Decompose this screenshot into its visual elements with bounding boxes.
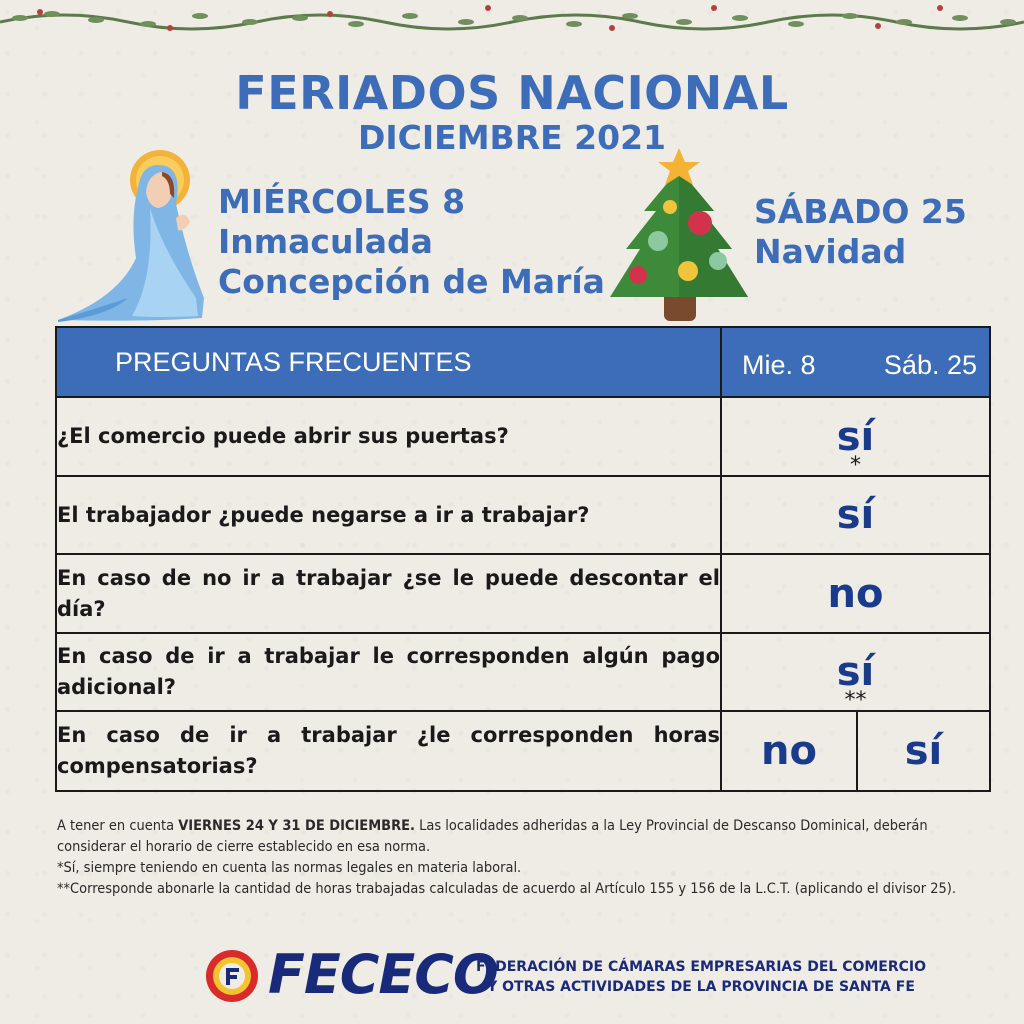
holiday-date: MIÉRCOLES 8 xyxy=(218,182,466,221)
footnote-mark: * xyxy=(850,453,861,478)
garland-decoration xyxy=(0,0,1024,48)
answer-value: sí xyxy=(836,649,875,695)
holiday-date: SÁBADO 25 xyxy=(754,192,967,231)
answer-value: sí xyxy=(836,413,875,460)
page-subtitle: DICIEMBRE 2021 xyxy=(358,118,666,157)
holiday-name: Concepción de María xyxy=(218,262,605,301)
question-cell: ¿El comercio puede abrir sus puertas? xyxy=(56,397,721,476)
answer-value: sí xyxy=(904,728,943,774)
table-row xyxy=(56,554,990,633)
question-cell: En caso de ir a trabajar le corresponden algún pago adicional? xyxy=(56,633,721,711)
answer-value: no xyxy=(761,728,817,774)
fececo-logo-icon xyxy=(204,948,260,1004)
note-3: **Corresponde abonarle la cantidad de horas trabajadas calculadas de acuerdo al Artículo 155 y 156 de la L.C.T. (aplicando el divisor 25). xyxy=(57,881,957,897)
footnote-mark: ** xyxy=(844,688,867,713)
table-header-row xyxy=(56,327,990,397)
table-row xyxy=(56,476,990,554)
question-cell: El trabajador ¿puede negarse a ir a trabajar? xyxy=(56,476,721,554)
faq-table xyxy=(55,326,991,792)
table-row xyxy=(56,633,990,711)
holiday-december-8 xyxy=(218,182,605,302)
christmas-tree-icon xyxy=(608,145,750,325)
footnotes xyxy=(57,816,978,900)
question-cell: En caso de no ir a trabajar ¿se le puede descontar el día? xyxy=(56,554,721,633)
answer-value: sí xyxy=(836,492,875,538)
answer-cell xyxy=(721,633,990,711)
answer-value: no xyxy=(827,570,884,617)
answer-cell-sab25 xyxy=(857,711,990,791)
header-questions: PREGUNTAS FRECUENTES xyxy=(56,327,721,397)
answer-cell xyxy=(721,476,990,554)
answer-cell-mie8 xyxy=(721,711,857,791)
header-dates xyxy=(721,327,990,397)
note-2: *Sí, siempre teniendo en cuenta las normas legales en materia laboral. xyxy=(57,860,522,876)
header-col-mie8: Mie. 8 xyxy=(742,350,816,380)
page-title: FERIADOS NACIONAL xyxy=(235,66,789,120)
note-1: A tener en cuenta VIERNES 24 Y 31 DE DICIEMBRE. Las localidades adheridas a la Ley Provincial de Descanso Dominical, deberán considerar el horario de cierre establecido en esa norma. xyxy=(57,818,928,855)
question-cell: En caso de ir a trabajar ¿le corresponden horas compensatorias? xyxy=(56,711,721,791)
holiday-name: Navidad xyxy=(754,232,907,271)
brand-description: FEDERACIÓN DE CÁMARAS EMPRESARIAS DEL COMERCIO Y OTRAS ACTIVIDADES DE LA PROVINCIA DE SANTA FE xyxy=(476,959,927,995)
virgin-mary-icon xyxy=(58,148,218,326)
header-col-sab25: Sáb. 25 xyxy=(883,350,977,380)
table-row xyxy=(56,711,990,791)
answer-cell xyxy=(721,397,990,476)
answer-cell xyxy=(721,554,990,633)
holiday-name: Inmaculada xyxy=(218,222,433,261)
holiday-december-25 xyxy=(754,192,967,272)
brand-name: FECECO xyxy=(268,943,498,1006)
table-row xyxy=(56,397,990,476)
